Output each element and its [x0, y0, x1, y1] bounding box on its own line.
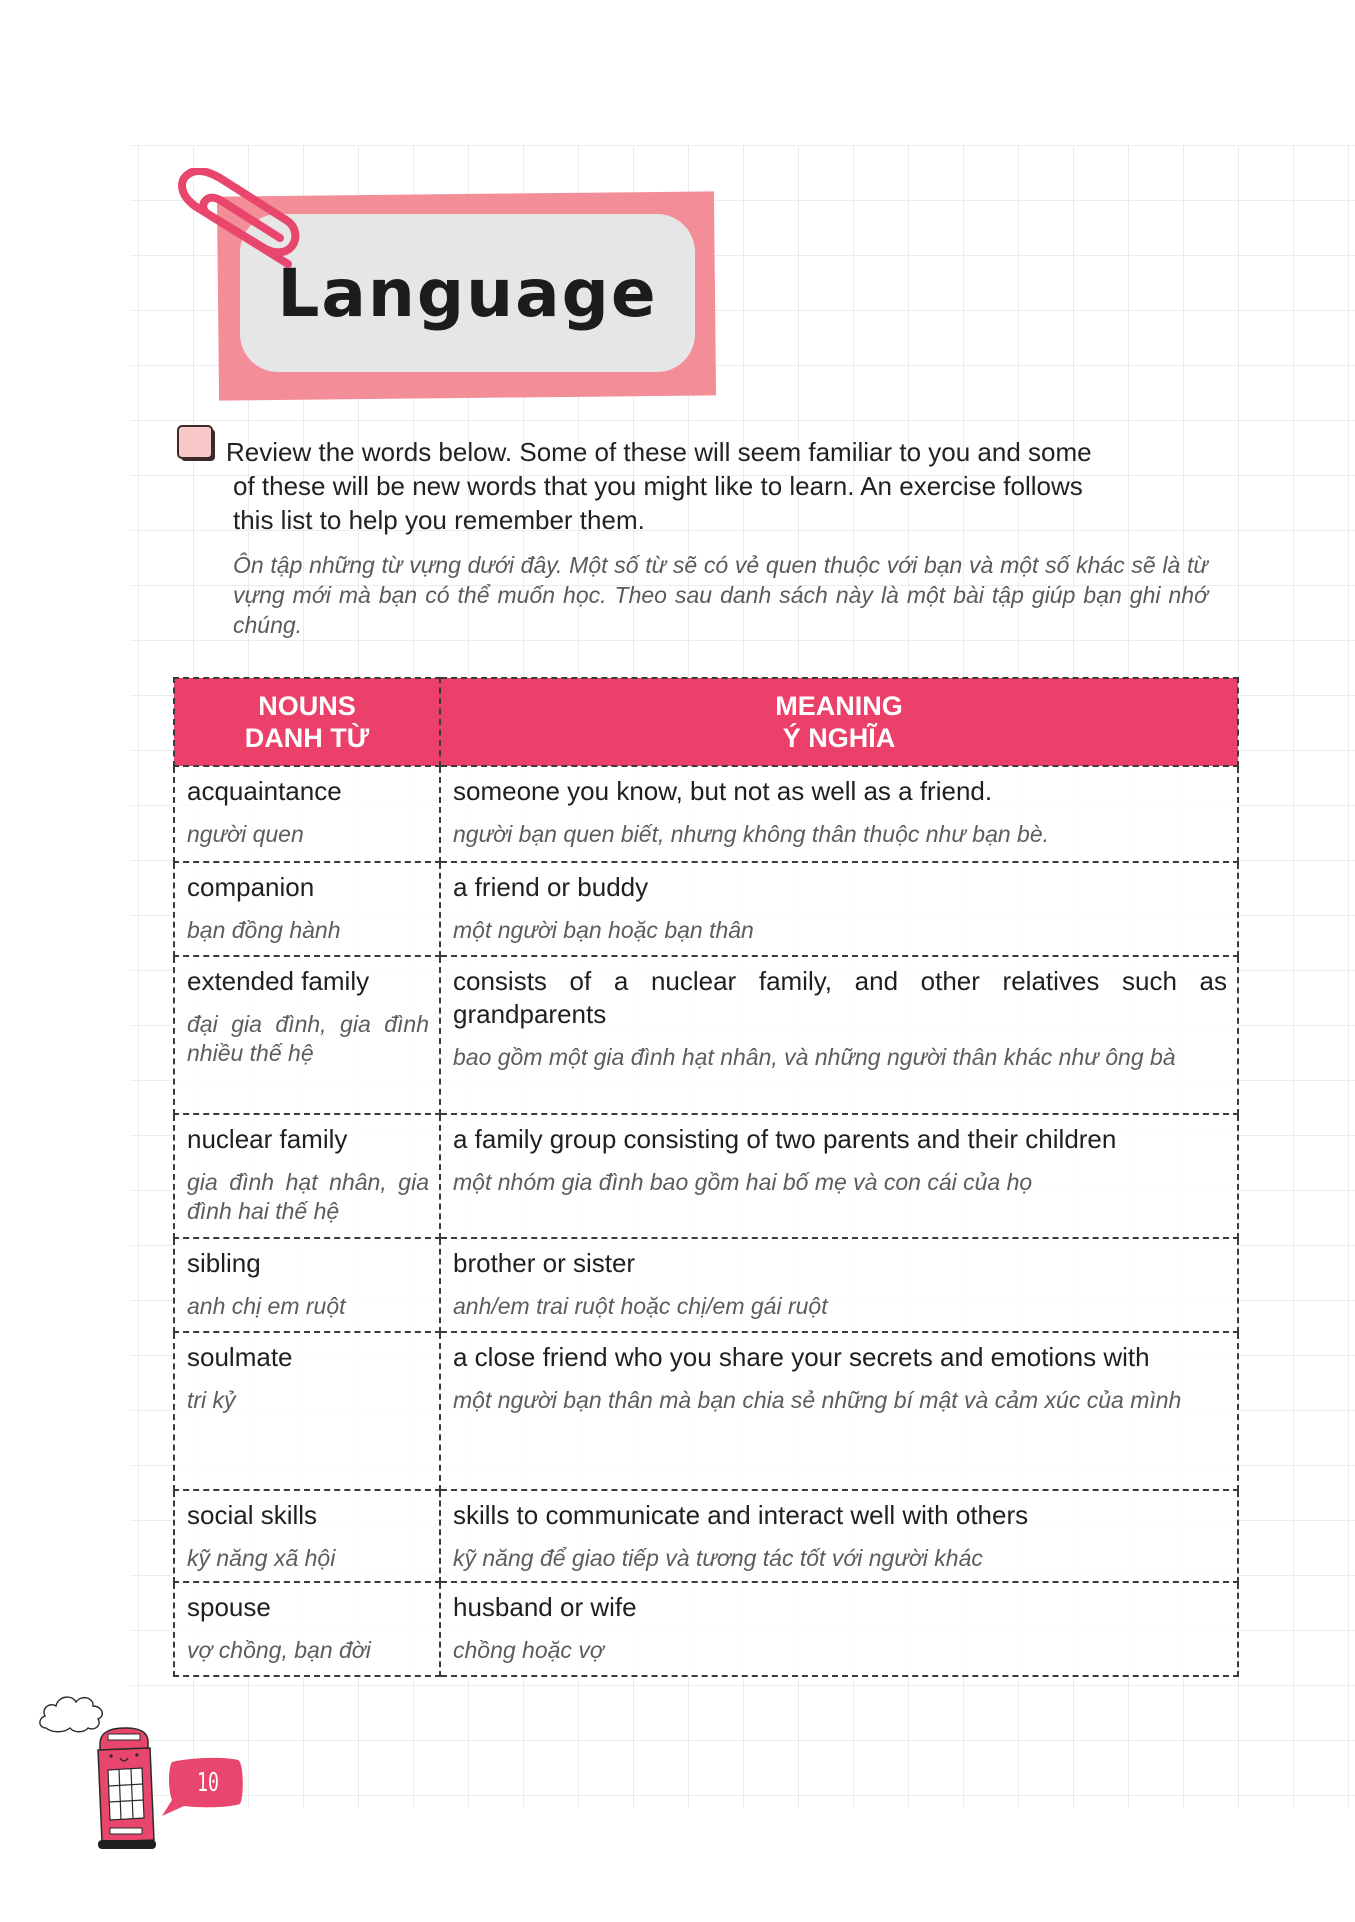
noun-vi: tri kỷ — [187, 1387, 236, 1413]
meaning-cell — [440, 1332, 1238, 1490]
noun-vi: gia đình hạt nhân, gia đình hai thế hệ — [187, 1169, 429, 1224]
noun-en: acquaintance — [187, 776, 342, 806]
intro-english-line: Review the words below. Some of these will seem familiar to you and some — [226, 437, 1092, 467]
table-row — [174, 1490, 1238, 1582]
table-row — [174, 1114, 1238, 1238]
table-row — [174, 1582, 1238, 1676]
meaning-vi: anh/em trai ruột hoặc chị/em gái ruột — [453, 1293, 828, 1319]
meaning-vi: một nhóm gia đình bao gồm hai bố mẹ và con cái của họ — [453, 1169, 1033, 1195]
phone-booth-icon — [92, 1726, 158, 1852]
noun-en: sibling — [187, 1248, 261, 1278]
meaning-cell — [440, 766, 1238, 862]
noun-vi: anh chị em ruột — [187, 1293, 346, 1319]
noun-cell — [174, 862, 440, 956]
meaning-cell — [440, 1582, 1238, 1676]
intro-vietnamese: Ôn tập những từ vựng dưới đây. Một số từ sẽ có vẻ quen thuộc với bạn và một số khác sẽ là từ vựng mới mà bạn có thể muốn học. Theo sau danh sách này là một bài tập giúp bạn ghi nhớ chúng. — [233, 552, 1208, 638]
meaning-vi: chồng hoặc vợ — [453, 1637, 604, 1663]
intro-english-line: this list to help you remember them. — [233, 505, 645, 535]
meaning-en: husband or wife — [453, 1592, 637, 1622]
meaning-en: a family group consisting of two parents and their children — [453, 1124, 1117, 1154]
noun-cell — [174, 766, 440, 862]
noun-en: soulmate — [187, 1342, 293, 1372]
noun-cell — [174, 1114, 440, 1238]
meaning-vi: một người bạn thân mà bạn chia sẻ những bí mật và cảm xúc của mình — [453, 1387, 1182, 1413]
table-header-row — [174, 678, 1238, 766]
meaning-cell — [440, 956, 1238, 1114]
intro-english-line: of these will be new words that you might like to learn. An exercise follows — [233, 471, 1083, 501]
meaning-en: a friend or buddy — [453, 872, 649, 902]
meaning-en: someone you know, but not as well as a friend. — [453, 776, 993, 806]
meaning-en: consists of a nuclear family, and other relatives such as grandparents — [453, 966, 1227, 1029]
header-nouns-vi: DANH TỪ — [244, 723, 370, 753]
section-title: Language — [277, 254, 658, 332]
noun-vi: người quen — [187, 821, 304, 847]
header-meaning-vi: Ý NGHĨA — [782, 723, 896, 753]
noun-cell — [174, 956, 440, 1114]
header-meaning — [440, 678, 1238, 766]
header-nouns-en: NOUNS — [258, 691, 356, 721]
noun-vi: vợ chồng, bạn đời — [187, 1637, 371, 1663]
noun-vi: kỹ năng xã hội — [187, 1545, 336, 1571]
meaning-vi: kỹ năng để giao tiếp và tương tác tốt với người khác — [453, 1545, 983, 1571]
noun-cell — [174, 1582, 440, 1676]
meaning-cell — [440, 862, 1238, 956]
meaning-cell — [440, 1490, 1238, 1582]
meaning-vi: bao gồm một gia đình hạt nhân, và những người thân khác như ông bà — [453, 1044, 1176, 1070]
noun-en: spouse — [187, 1592, 271, 1622]
noun-en: companion — [187, 872, 315, 902]
meaning-cell — [440, 1238, 1238, 1332]
noun-cell — [174, 1238, 440, 1332]
table-row — [174, 1238, 1238, 1332]
header-meaning-en: MEANING — [775, 691, 903, 721]
noun-vi: bạn đồng hành — [187, 917, 341, 943]
noun-cell — [174, 1332, 440, 1490]
page-number: 10 — [197, 1768, 219, 1798]
paperclip-icon — [168, 168, 300, 276]
noun-en: nuclear family — [187, 1124, 348, 1154]
table-row — [174, 766, 1238, 862]
meaning-vi: một người bạn hoặc bạn thân — [453, 917, 754, 943]
intro-english — [226, 435, 1216, 537]
meaning-vi: người bạn quen biết, nhưng không thân thuộc như bạn bè. — [453, 821, 1050, 847]
noun-en: social skills — [187, 1500, 318, 1530]
noun-cell — [174, 1490, 440, 1582]
table-row — [174, 1332, 1238, 1490]
square-bullet-icon — [176, 424, 220, 466]
meaning-en: a close friend who you share your secrets and emotions with — [453, 1342, 1150, 1372]
meaning-en: brother or sister — [453, 1248, 636, 1278]
table-row — [174, 956, 1238, 1114]
noun-vi: đại gia đình, gia đình nhiều thế hệ — [187, 1011, 429, 1066]
table-row — [174, 862, 1238, 956]
header-nouns — [174, 678, 440, 766]
vocabulary-table — [173, 677, 1239, 1677]
meaning-cell — [440, 1114, 1238, 1238]
noun-en: extended family — [187, 966, 370, 996]
meaning-en: skills to communicate and interact well with others — [453, 1500, 1029, 1530]
